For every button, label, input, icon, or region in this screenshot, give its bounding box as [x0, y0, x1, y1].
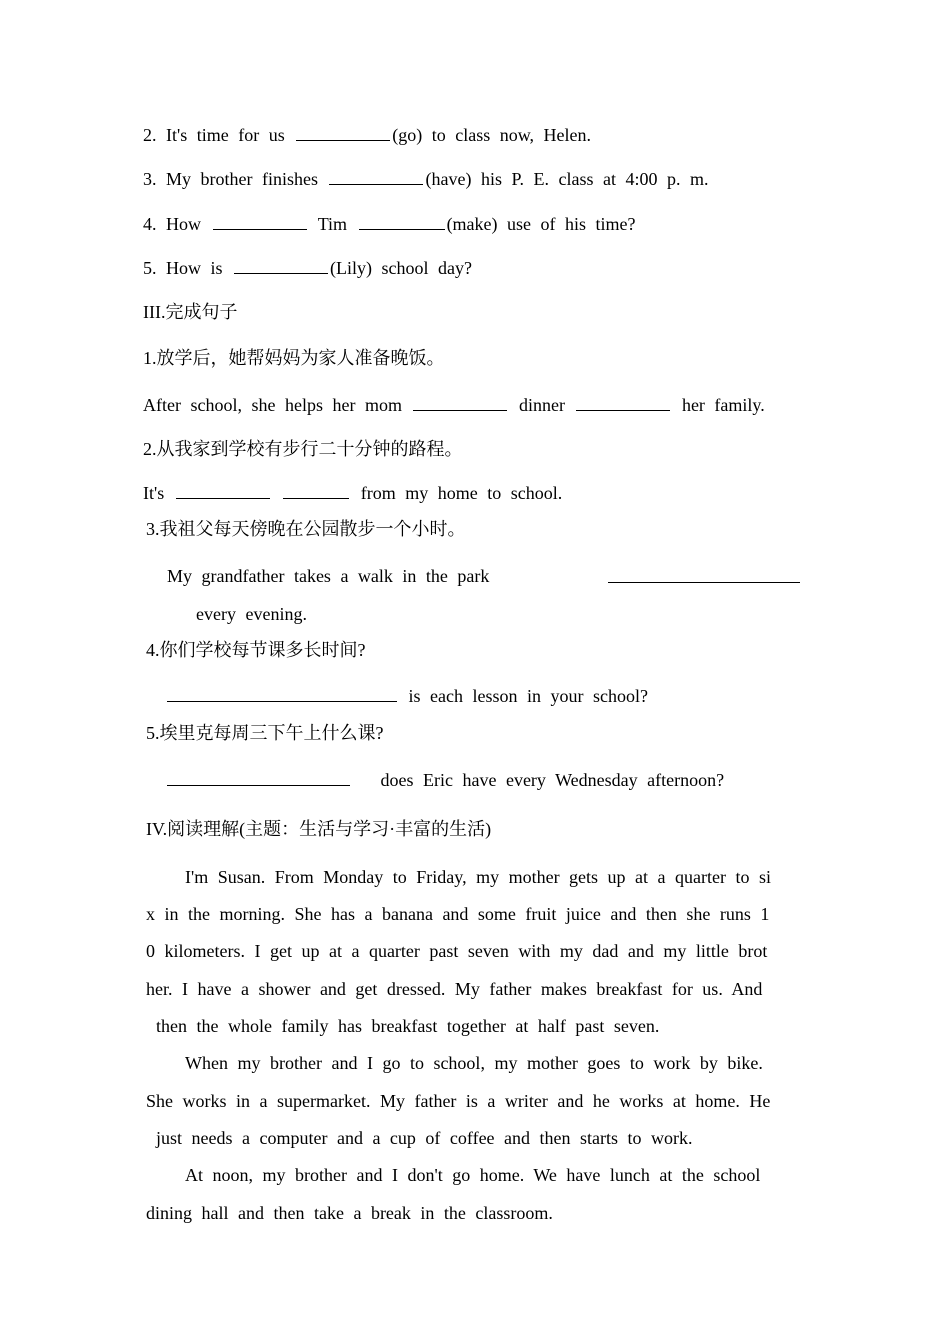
- sentence-3-text-a: My grandfather takes a walk in the park: [167, 566, 490, 586]
- passage-line: When my brother and I go to school, my mother goes to work by bike.: [185, 1053, 763, 1073]
- item-2-text-b: (go) to class now, Helen.: [392, 125, 592, 145]
- passage-line: She works in a supermarket. My father is a writer and he works at home. He: [146, 1091, 771, 1111]
- answer-blank[interactable]: [608, 566, 800, 583]
- sentence-2-english: [143, 482, 562, 504]
- passage-line: just needs a computer and a cup of coffee and then starts to work.: [156, 1128, 693, 1148]
- item-3-text-a: 3. My brother finishes: [143, 169, 318, 189]
- answer-blank[interactable]: [296, 124, 390, 141]
- answer-blank[interactable]: [359, 213, 445, 230]
- answer-blank[interactable]: [213, 213, 307, 230]
- passage-line: 0 kilometers. I get up at a quarter past seven with my dad and my little brot: [146, 941, 768, 961]
- item-4: [143, 213, 636, 235]
- section-4-heading: IV.阅读理解(主题：生活与学习·丰富的生活): [146, 819, 492, 839]
- passage-line: I'm Susan. From Monday to Friday, my mother gets up at a quarter to si: [185, 867, 772, 887]
- item-5: [143, 257, 472, 279]
- sentence-1-text-a: After school, she helps her mom: [143, 395, 402, 415]
- passage-line: dining hall and then take a break in the classroom.: [146, 1203, 553, 1223]
- answer-blank[interactable]: [234, 257, 328, 274]
- sentence-3-chinese: 3.我祖父每天傍晚在公园散步一个小时。: [146, 519, 466, 539]
- answer-blank[interactable]: [167, 769, 350, 786]
- sentence-1-text-c: her family.: [681, 395, 765, 415]
- item-4-text-a: 4. How: [143, 214, 201, 234]
- answer-blank[interactable]: [167, 685, 397, 702]
- sentence-1-english: [143, 394, 765, 416]
- sentence-4-english: [165, 685, 648, 707]
- answer-blank[interactable]: [176, 482, 270, 499]
- sentence-1-chinese: 1.放学后，她帮妈妈为家人准备晚饭。: [143, 348, 445, 368]
- sentence-4-text-a: is each lesson in your school?: [408, 686, 648, 706]
- passage-line: x in the morning. She has a banana and some fruit juice and then she runs 1: [146, 904, 770, 924]
- sentence-5-chinese: 5.埃里克每周三下午上什么课?: [146, 723, 384, 743]
- answer-blank[interactable]: [576, 394, 670, 411]
- sentence-5-text-a: does Eric have every Wednesday afternoon?: [380, 770, 725, 790]
- sentence-3-english-cont: every evening.: [196, 604, 307, 624]
- item-5-text-a: 5. How is: [143, 258, 223, 278]
- item-4-text-c: (make) use of his time?: [446, 214, 636, 234]
- item-5-text-b: (Lily) school day?: [330, 258, 472, 278]
- item-4-text-b: Tim: [317, 214, 348, 234]
- passage-line: then the whole family has breakfast together at half past seven.: [156, 1016, 660, 1036]
- sentence-4-chinese: 4.你们学校每节课多长时间?: [146, 640, 366, 660]
- sentence-2-chinese: 2.从我家到学校有步行二十分钟的路程。: [143, 439, 463, 459]
- sentence-5-english: [165, 769, 724, 791]
- passage-line: her. I have a shower and get dressed. My father makes breakfast for us. And: [146, 979, 763, 999]
- item-3: [143, 168, 708, 190]
- answer-blank[interactable]: [283, 482, 349, 499]
- answer-blank[interactable]: [329, 168, 423, 185]
- sentence-3-english: [167, 565, 489, 587]
- section-3-heading: III.完成句子: [143, 302, 238, 322]
- passage-line: At noon, my brother and I don't go home. We have lunch at the school: [185, 1165, 761, 1185]
- item-2: [143, 124, 591, 146]
- answer-blank[interactable]: [413, 394, 507, 411]
- sentence-1-text-b: dinner: [518, 395, 565, 415]
- sentence-2-text-b: from my home to school.: [360, 483, 563, 503]
- sentence-2-text-a: It's: [143, 483, 165, 503]
- item-3-text-b: (have) his P. E. class at 4:00 p. m.: [425, 169, 709, 189]
- item-2-text-a: 2. It's time for us: [143, 125, 285, 145]
